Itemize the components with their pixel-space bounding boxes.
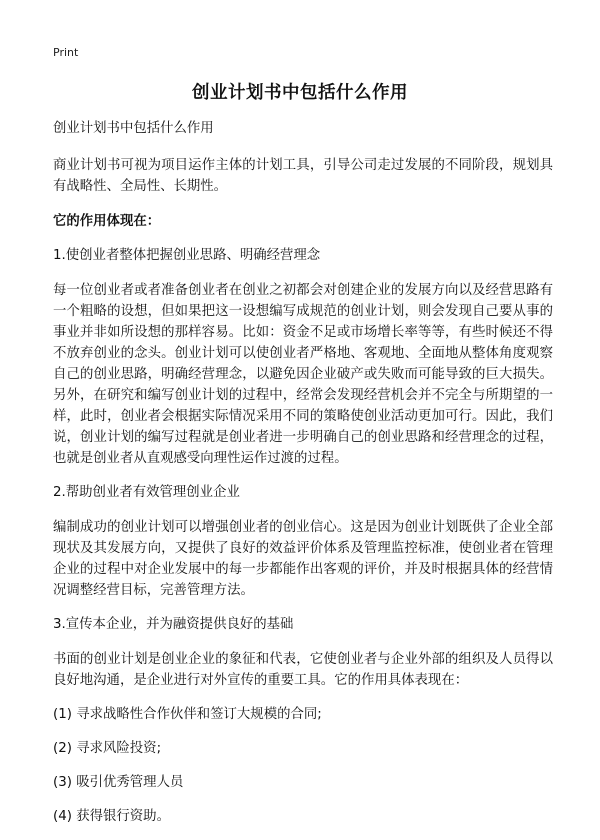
page-title: 创业计划书中包括什么作用 <box>192 83 408 103</box>
list-item-3: (3) 吸引优秀管理人员 <box>53 775 184 790</box>
section-body-1: 每一位创业者或者准备创业者在创业之初都会对创建企业的发展方向以及经营思路有一个粗略的设想，但如果把这一设想编写成规范的创业计划，则会发现自己要从事的事业并非如所设想的那样容易。比如：资金不足或市场增长率等等，有些时候还不得不放弃创业的念头。创业计划可以使创业者严格地、客观地、全面地从整体角度观察自己的创业思路，明确经营理念，以避免因企业破产或失败而可能导致的巨大损失。另外，在研究和编写创业计划的过程中，经常会发现经营机会并不完全与所期望的一样，此时，创业者会根据实际情况采用不同的策略使创业活动更加可行。因此，我们说，创业计划的编写过程就是创业者进一步明确自己的创业思路和经营理念的过程，也就是创业者从直观感受向理性运作过渡的过程。 <box>53 283 553 466</box>
functions-heading: 它的作用体现在： <box>53 214 161 229</box>
section-body-2: 编制成功的创业计划可以增强创业者的创业信心。这是因为创业计划既供了企业全部现状及其发展方向，又提供了良好的效益评价体系及管理监控标准，使创业者在管理企业的过程中对企业发展中的每一步都能作出客观的评价，并及时根据具体的经营情况调整经营目标，完善管理方法。 <box>53 520 553 598</box>
document-subtitle: 创业计划书中包括什么作用 <box>53 121 214 136</box>
list-item-2: (2) 寻求风险投资; <box>53 741 162 756</box>
print-link[interactable]: Print <box>53 46 79 59</box>
list-item-1: (1) 寻求战略性合作伙伴和签订大规模的合同; <box>53 707 322 722</box>
section-body-3: 书面的创业计划是创业企业的象征和代表，它使创业者与企业外部的组织及人员得以良好地沟通，是企业进行对外宣传的重要工具。它的作用具体表现在： <box>53 652 553 688</box>
list-item-4: (4) 获得银行资助。 <box>53 809 170 824</box>
section-heading-2: 2.帮助创业者有效管理创业企业 <box>53 485 240 500</box>
section-heading-1: 1.使创业者整体把握创业思路、明确经营理念 <box>53 248 321 263</box>
section-heading-3: 3.宣传本企业，并为融资提供良好的基础 <box>53 617 294 632</box>
intro-paragraph: 商业计划书可视为项目运作主体的计划工具，引导公司走过发展的不同阶段，规划具有战略性、全局性、长期性。 <box>53 158 553 194</box>
document-content <box>53 118 553 840</box>
